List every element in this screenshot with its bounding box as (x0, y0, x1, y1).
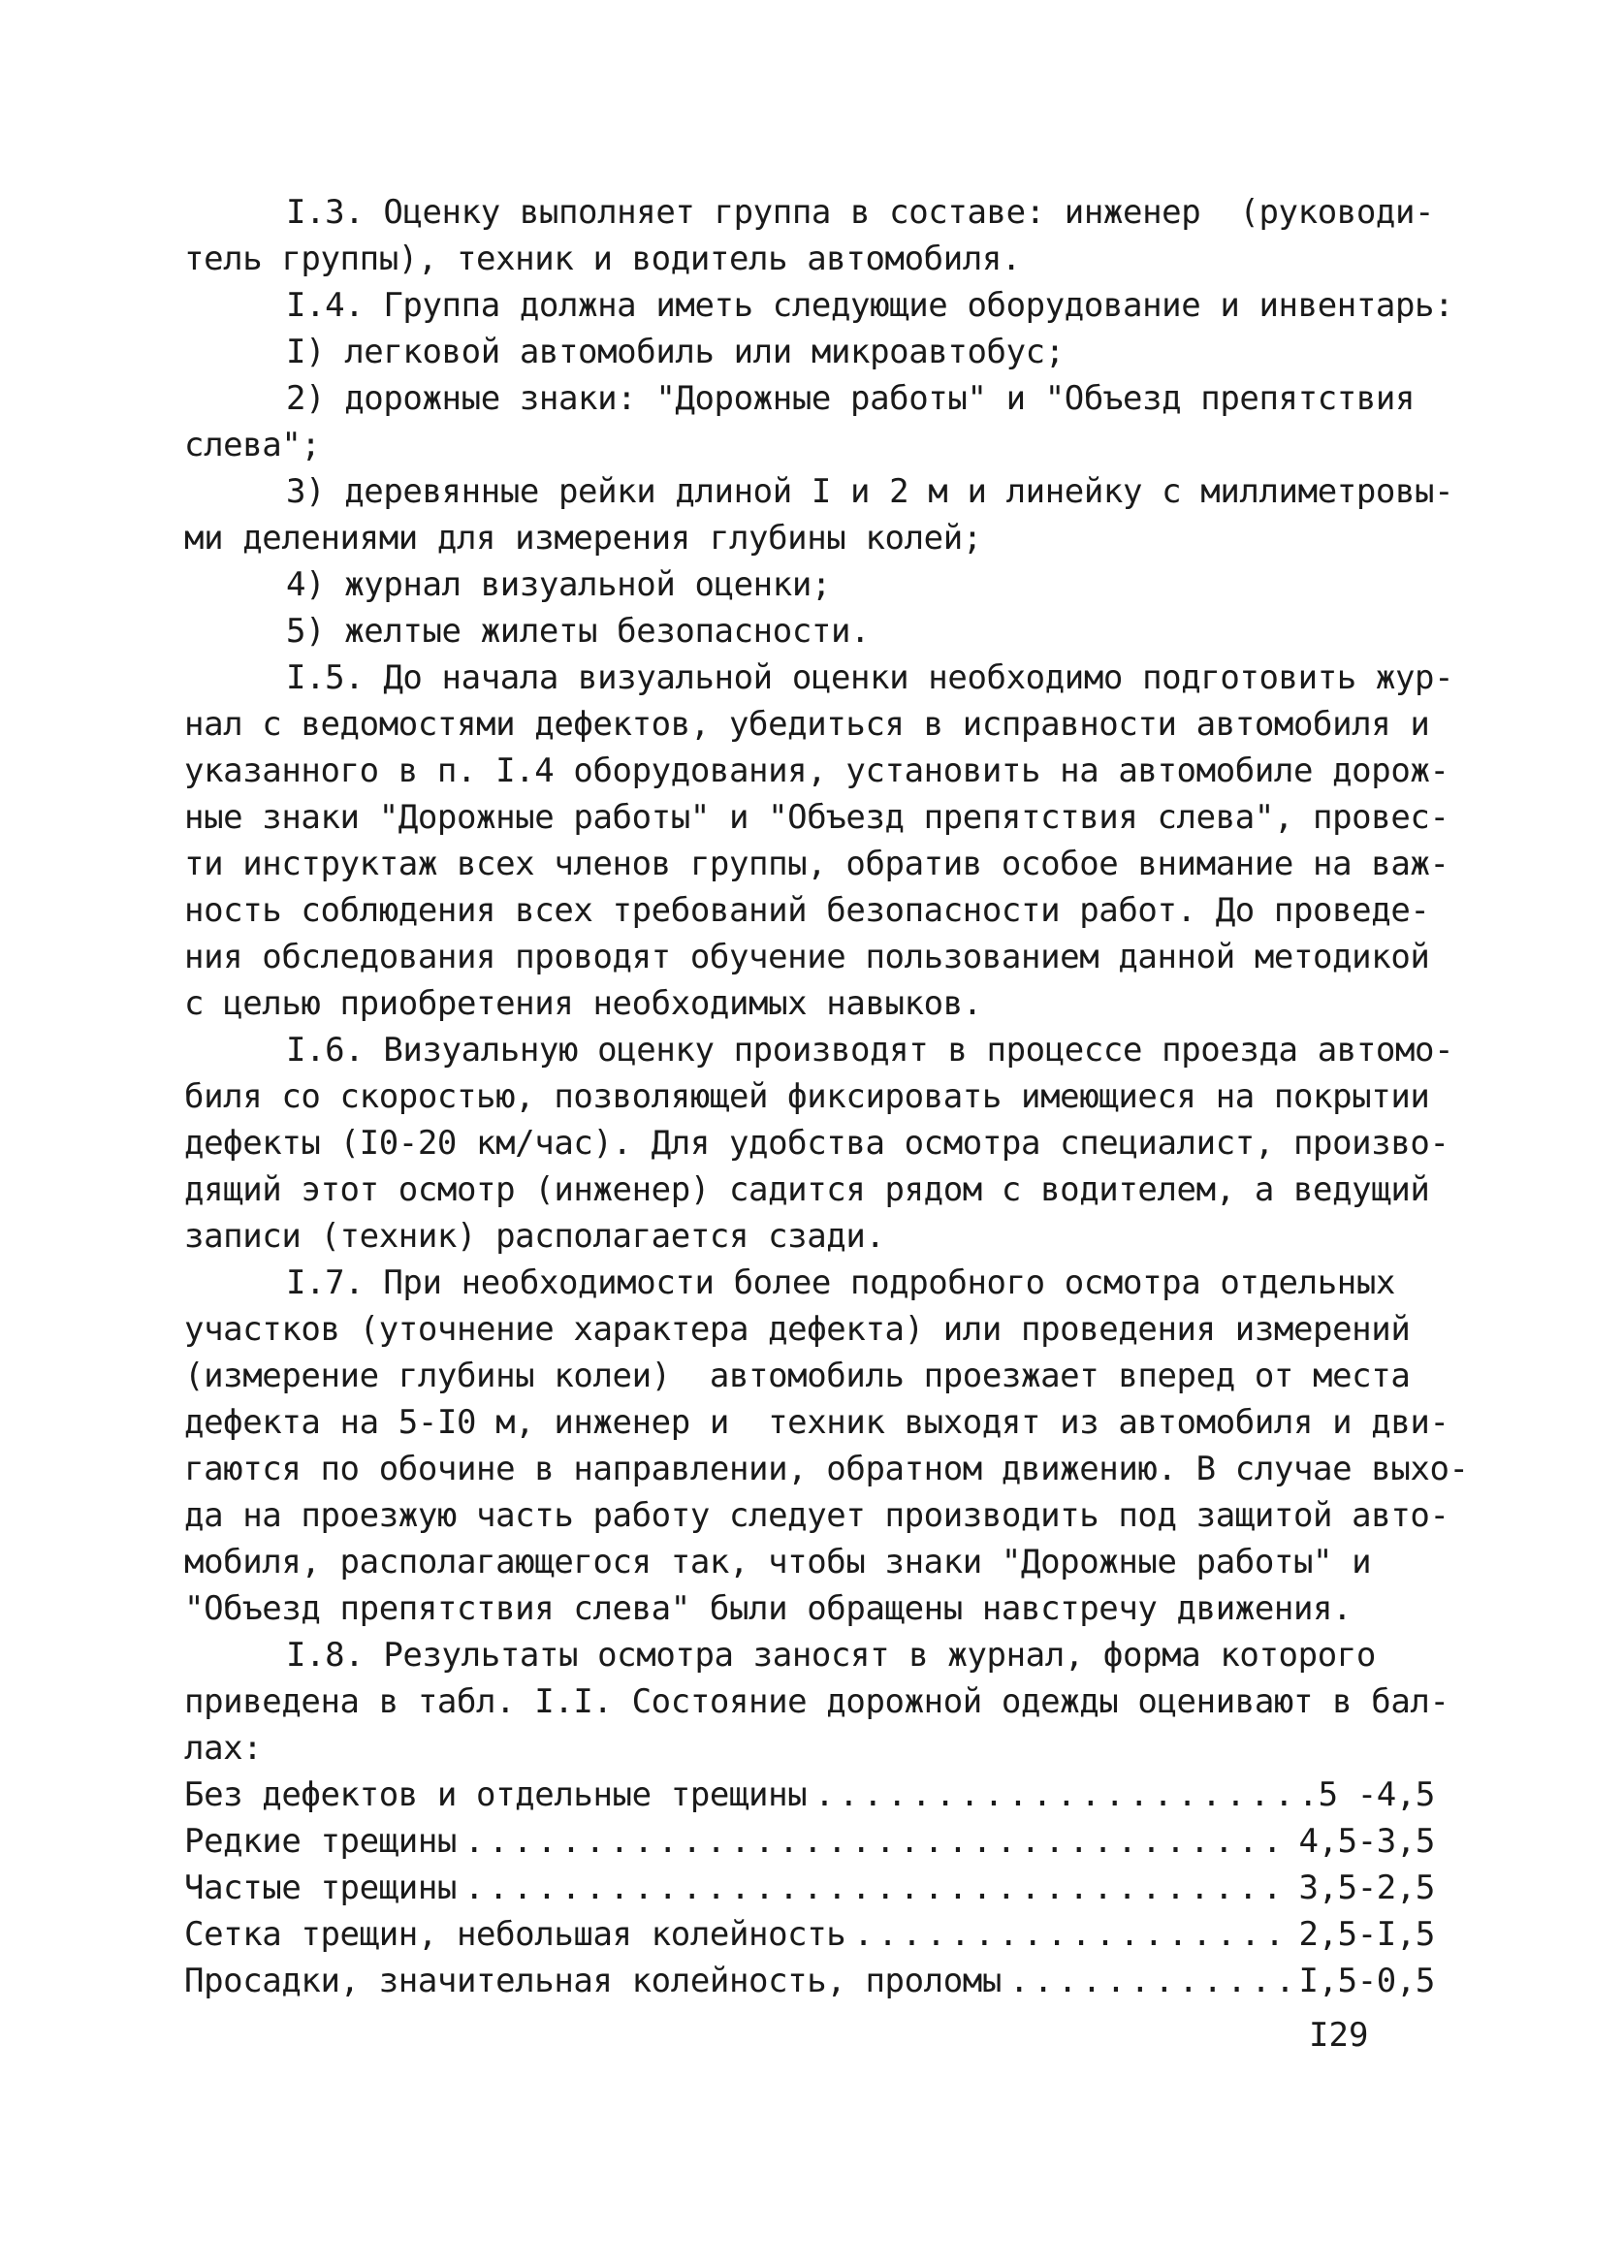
text-line: ми делениями для измерения глубины колей; (184, 519, 982, 558)
dot-leader (1009, 1958, 1291, 2004)
rating-row (184, 1818, 1435, 1865)
rating-row (184, 1772, 1435, 1818)
text-line: I.5. До начала визуальной оценки необходимо подготовить жур- (286, 658, 1454, 697)
rating-list (184, 1772, 1435, 2004)
rating-label: Просадки, значительная колейность, проломы (184, 1962, 1002, 2000)
text-line: нал с ведомостями дефектов, убедиться в исправности автомобиля и (184, 705, 1430, 744)
text-line: приведена в табл. I.I. Состояние дорожной одежды оценивают в бал- (184, 1682, 1449, 1721)
rating-label: Редкие трещины (184, 1822, 457, 1861)
text-line: гаются по обочине в направлении, обратном движению. В случае выхо- (184, 1450, 1469, 1488)
text-line: "Объезд препятствия слева" были обращены навстречу движения. (184, 1589, 1353, 1628)
text-line: ния обследования проводят обучение пользованием данной методикой (184, 938, 1430, 976)
text-line: лах: (184, 1729, 263, 1768)
text-line: указанного в п. I.4 оборудования, установить на автомобиле дорож- (184, 751, 1449, 790)
page-number: I29 (1309, 2016, 1369, 2055)
rating-value: 2,5-I,5 (1298, 1915, 1435, 1954)
rating-row (184, 1911, 1435, 1958)
text-line: участков (уточнение характера дефекта) или проведения измерений (184, 1310, 1411, 1349)
text-line: ные знаки "Дорожные работы" и "Объезд препятствия слева", провес- (184, 798, 1449, 837)
rating-label: Частые трещины (184, 1869, 457, 1907)
text-line: с целью приобретения необходимых навыков. (184, 984, 982, 1023)
text-line: I.8. Результаты осмотра заносят в журнал, форма которого (286, 1636, 1376, 1675)
rating-row (184, 1865, 1435, 1911)
dot-leader (464, 1818, 1291, 1865)
dot-leader (814, 1772, 1310, 1818)
text-line: (измерение глубины колеи) автомобиль проезжает вперед от места (184, 1357, 1411, 1395)
text-line: 5) желтые жилеты безопасности. (286, 612, 871, 651)
text-line: дефекта на 5-I0 м, инженер и техник выходят из автомобиля и дви- (184, 1403, 1449, 1442)
rating-value: 5 -4,5 (1318, 1775, 1435, 1814)
text-line: 2) дорожные знаки: "Дорожные работы" и "Объезд препятствия (286, 379, 1416, 418)
text-line: ность соблюдения всех требований безопасности работ. До проведе- (184, 891, 1430, 930)
text-line: дящий этот осмотр (инженер) садится рядом с водителем, а ведущий (184, 1170, 1430, 1209)
rating-value: 4,5-3,5 (1298, 1822, 1435, 1861)
text-line: да на проезжую часть работу следует производить под защитой авто- (184, 1496, 1449, 1535)
rating-label: Без дефектов и отдельные трещины (184, 1775, 808, 1814)
document-page (184, 189, 1469, 2004)
rating-value: 3,5-2,5 (1298, 1869, 1435, 1907)
body-text (184, 189, 1469, 1772)
text-line: I.7. При необходимости более подробного осмотра отдельных (286, 1263, 1395, 1302)
text-line: слева"; (184, 426, 321, 464)
text-line: I) легковой автомобиль или микроавтобус; (286, 333, 1065, 371)
rating-value: I,5-0,5 (1298, 1962, 1435, 2000)
rating-row (184, 1958, 1435, 2004)
text-line: 4) журнал визуальной оценки; (286, 565, 831, 604)
text-line: I.6. Визуальную оценку производят в процессе проезда автомо- (286, 1031, 1454, 1070)
text-line: I.4. Группа должна иметь следующие оборудование и инвентарь: (286, 286, 1454, 325)
text-line: мобиля, располагающегося так, чтобы знаки "Дорожные работы" и (184, 1543, 1372, 1581)
text-line: биля со скоростью, позволяющей фиксировать имеющиеся на покрытии (184, 1077, 1430, 1116)
rating-label: Сетка трещин, небольшая колейность (184, 1915, 846, 1954)
text-line: тель группы), техник и водитель автомобиля. (184, 240, 1021, 278)
text-line: ти инструктаж всех членов группы, обратив особое внимание на важ- (184, 845, 1449, 883)
text-line: записи (техник) располагается сзади. (184, 1217, 885, 1256)
dot-leader (464, 1865, 1291, 1911)
text-line: 3) деревянные рейки длиной I и 2 м и линейку с миллиметровы- (286, 472, 1454, 511)
text-line: I.3. Оценку выполняет группа в составе: инженер (руководи- (286, 193, 1435, 232)
dot-leader (853, 1911, 1290, 1958)
text-line: дефекты (I0-20 км/час). Для удобства осмотра специалист, произво- (184, 1124, 1449, 1163)
